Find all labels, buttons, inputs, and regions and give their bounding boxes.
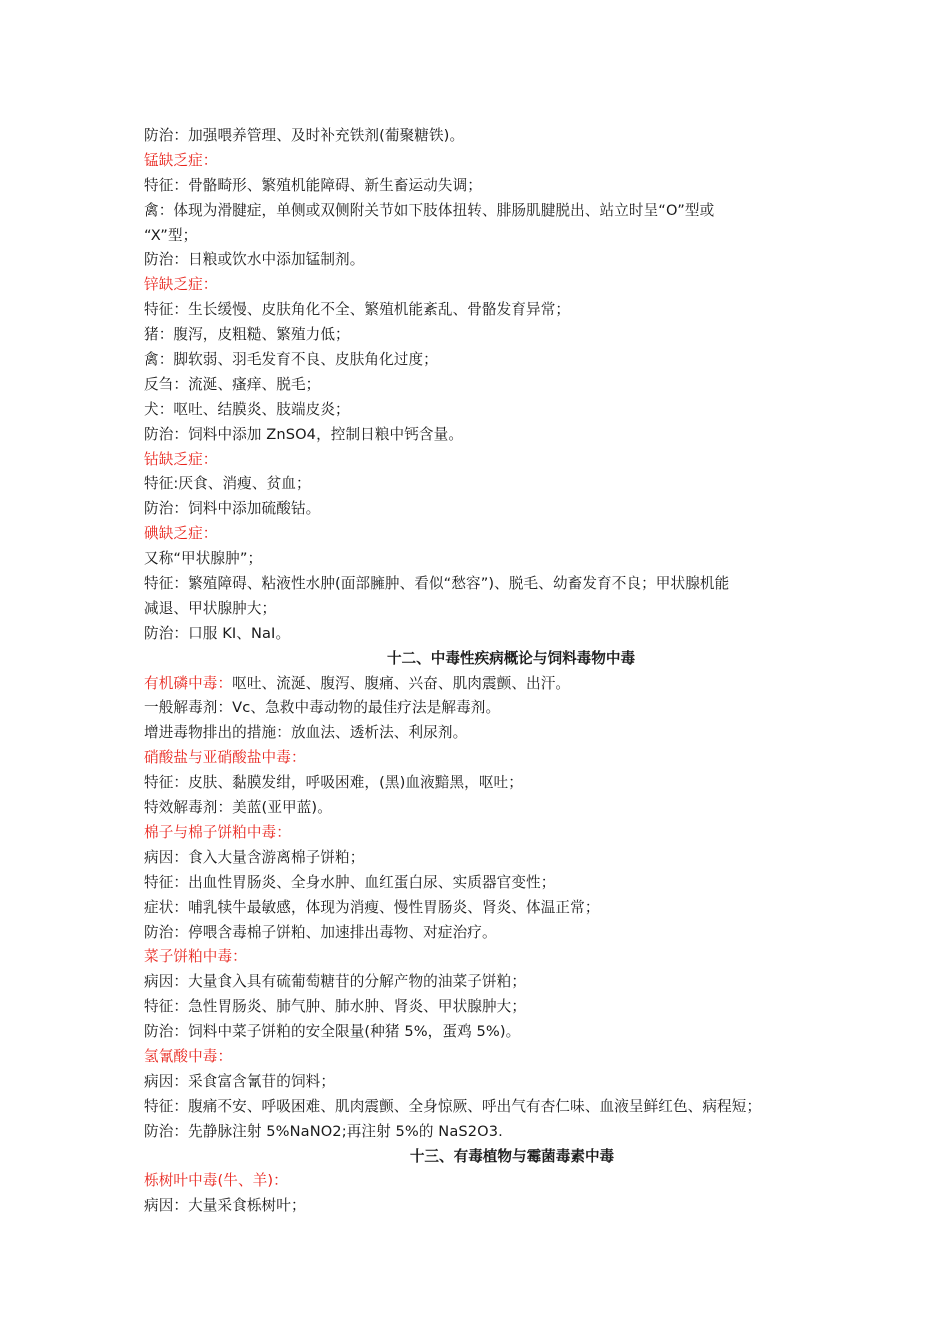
paragraph-line: 防治：饲料中菜子饼粕的安全限量(种猪 5%，蛋鸡 5%)。 (144, 1023, 521, 1041)
subsection-title: 锰缺乏症： (144, 151, 218, 169)
paragraph-line: 病因：大量采食栎树叶； (144, 1197, 306, 1215)
paragraph-line: 又称“甲状腺肿”； (144, 550, 263, 568)
subsection-title: 钴缺乏症： (144, 450, 218, 468)
paragraph-line: 病因：大量食入具有硫葡萄糖苷的分解产物的油菜子饼粕； (144, 973, 527, 991)
paragraph-line: 特效解毒剂：美蓝(亚甲蓝)。 (144, 799, 332, 817)
paragraph-line: 特征:厌食、消瘦、贫血； (144, 475, 311, 493)
paragraph-line: 特征：骨骼畸形、繁殖机能障碍、新生畜运动失调； (144, 176, 482, 194)
paragraph-line: 防治：饲料中添加 ZnSO4，控制日粮中钙含量。 (144, 425, 464, 443)
subsection-title: 碘缺乏症： (144, 525, 218, 543)
paragraph-line: 防治：加强喂养管理、及时补充铁剂(葡聚糖铁)。 (144, 127, 465, 144)
paragraph-line: 一般解毒剂：Vc、急救中毒动物的最佳疗法是解毒剂。 (144, 699, 501, 717)
paragraph-line: 反刍：流涎、瘙痒、脱毛； (144, 375, 321, 393)
paragraph-line: 症状：哺乳犊牛最敏感，体现为消瘦、慢性胃肠炎、肾炎、体温正常； (144, 898, 600, 916)
paragraph-line: 禽：体现为滑腱症，单侧或双侧附关节如下肢体扭转、腓肠肌腱脱出、站立时呈“O”型或 (144, 201, 715, 219)
subsection-title: 棉子与棉子饼粕中毒： (144, 823, 291, 841)
paragraph-line: 增进毒物排出的措施：放血法、透析法、利尿剂。 (144, 724, 468, 742)
subsection-title: 锌缺乏症： (144, 276, 218, 294)
paragraph-line: “X”型； (144, 226, 198, 244)
section-heading: 十三、有毒植物与霉菌毒素中毒 (409, 1147, 615, 1165)
section-heading: 十二、中毒性疾病概论与饲料毒物中毒 (386, 649, 636, 667)
subsection-title: 有机磷中毒： (144, 674, 233, 692)
paragraph-line (144, 672, 814, 697)
paragraph-line: 病因：食入大量含游离棉子饼粕； (144, 848, 365, 866)
subsection-title: 氢氰酸中毒： (144, 1047, 233, 1065)
paragraph-line: 防治：停喂含毒棉子饼粕、加速排出毒物、对症治疗。 (144, 923, 497, 941)
paragraph-line: 特征：腹痛不安、呼吸困难、肌肉震颤、全身惊厥、呼出气有杏仁味、血液呈鲜红色、病程短； (144, 1097, 762, 1115)
paragraph-text: 呕吐、流涎、腹泻、腹痛、兴奋、肌肉震颤、出汗。 (232, 674, 571, 692)
paragraph-line: 特征：出血性胃肠炎、全身水肿、血红蛋白尿、实质器官变性； (144, 873, 556, 891)
paragraph-line: 禽：脚软弱、羽毛发育不良、皮肤角化过度； (144, 351, 438, 369)
paragraph-line: 猪：腹泻，皮粗糙、繁殖力低； (144, 326, 350, 344)
paragraph-line: 防治：先静脉注射 5%NaNO2;再注射 5%的 NaS2O3. (144, 1122, 503, 1140)
paragraph-line: 犬：呕吐、结膜炎、肢端皮炎； (144, 400, 350, 418)
paragraph-line: 防治：日粮或饮水中添加锰制剂。 (144, 251, 365, 269)
paragraph-line: 特征：生长缓慢、皮肤角化不全、繁殖机能紊乱、骨骼发育异常； (144, 301, 571, 319)
document-body (144, 124, 814, 1219)
subsection-title: 硝酸盐与亚硝酸盐中毒： (144, 749, 306, 767)
paragraph-line: 特征：繁殖障碍、粘液性水肿(面部臃肿、看似“愁容”)、脱毛、幼畜发育不良；甲状腺机能 (144, 575, 730, 593)
paragraph-line: 减退、甲状腺肿大； (144, 599, 277, 617)
paragraph-line: 特征：皮肤、黏膜发绀，呼吸困难，(黑)血液黯黑，呕吐； (144, 774, 523, 792)
paragraph-line: 病因：采食富含氰苷的饲料； (144, 1072, 336, 1090)
paragraph-line: 防治：口服 KI、NaI。 (144, 624, 291, 642)
paragraph-line: 防治：饲料中添加硫酸钴。 (144, 500, 321, 518)
subsection-title: 栎树叶中毒(牛、羊)： (144, 1172, 288, 1190)
subsection-title: 菜子饼粕中毒： (144, 948, 247, 966)
paragraph-line: 特征：急性胃肠炎、肺气肿、肺水肿、肾炎、甲状腺肿大； (144, 998, 527, 1016)
